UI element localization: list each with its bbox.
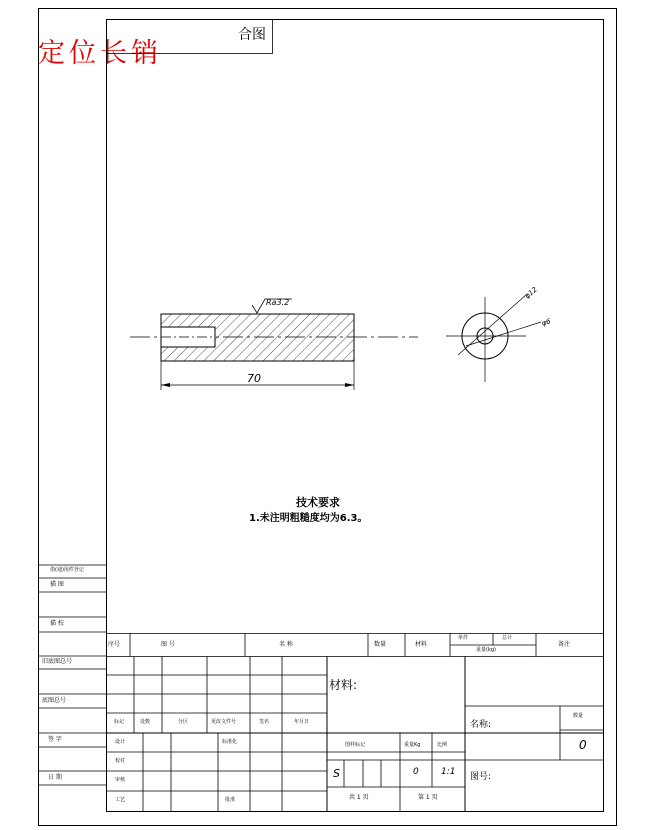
page-number-label: 第 1 页 xyxy=(418,794,438,801)
bom-unit-weight-header: 单件 xyxy=(458,635,469,641)
design-label: 设计 xyxy=(115,739,126,745)
bom-weight-kg-header: 重量(kg) xyxy=(476,647,496,653)
check-label: 校对 xyxy=(115,758,126,764)
weight-value: 0 xyxy=(413,767,419,777)
old-base-number-label: 旧底图总号 xyxy=(42,658,73,665)
process-label: 工艺 xyxy=(115,797,126,803)
trace-drawing-label: 描 图 xyxy=(50,581,64,588)
base-total-number-label: 底图总号 xyxy=(42,697,67,704)
part-main-view xyxy=(130,299,418,390)
trace-check-label: 描 校 xyxy=(50,620,64,627)
quantity-label: 数量 xyxy=(573,713,584,719)
ymd-label: 年月日 xyxy=(294,719,310,725)
bom-total-weight-header: 总计 xyxy=(502,635,513,641)
review-label: 审核 xyxy=(115,777,126,783)
sign-label: 签 字 xyxy=(48,736,62,743)
signature-label: 签名 xyxy=(259,719,270,725)
borrow-register-label: 借(通)用件登记 xyxy=(50,567,84,573)
bom-code-header: 图 号 xyxy=(161,641,175,648)
bom-header-grid xyxy=(107,634,604,657)
part-title-stamp: 定位长销 xyxy=(38,38,162,69)
scale-value: 1:1 xyxy=(441,767,456,777)
roughness-label: Ra3.2 xyxy=(266,298,290,307)
mark-label: 标记 xyxy=(114,719,125,725)
material-label: 材料: xyxy=(329,678,358,692)
bom-seq-header: 序号 xyxy=(108,641,121,648)
weight-label: 重量Kg xyxy=(404,742,421,748)
bom-name-header: 名 称 xyxy=(279,641,293,648)
stage-mark-label: 图样标记 xyxy=(345,742,366,748)
approve-label: 批准 xyxy=(225,797,236,803)
bom-material-header: 材料 xyxy=(415,641,428,648)
outer-diameter-label: φ12 xyxy=(523,285,539,301)
length-dimension: 70 xyxy=(247,372,261,385)
inner-frame xyxy=(107,20,604,812)
stage-s-value: S xyxy=(333,767,340,780)
zone-label: 分区 xyxy=(178,719,189,725)
total-pages-label: 共 1 页 xyxy=(349,794,369,801)
drawing-number-label: 图号: xyxy=(470,772,492,782)
scale-label: 比例 xyxy=(437,742,448,748)
inner-diameter-label: φ6 xyxy=(540,317,552,328)
change-doc-label: 更改文件号 xyxy=(211,719,237,725)
date-label: 日 期 xyxy=(48,774,62,781)
part-end-view xyxy=(446,294,541,382)
corner-label: 合图 xyxy=(238,27,266,43)
tech-req-line-1: 1.未注明粗糙度均为6.3。 xyxy=(249,513,368,524)
left-margin-table xyxy=(39,565,107,785)
standardization-label: 标准化 xyxy=(222,739,238,745)
count-label: 处数 xyxy=(140,719,151,725)
tech-req-heading: 技术要求 xyxy=(296,496,340,509)
bom-qty-header: 数量 xyxy=(374,641,387,648)
bom-remark-header: 备注 xyxy=(558,641,571,648)
quantity-value: 0 xyxy=(579,738,587,752)
name-label: 名称: xyxy=(470,720,492,730)
